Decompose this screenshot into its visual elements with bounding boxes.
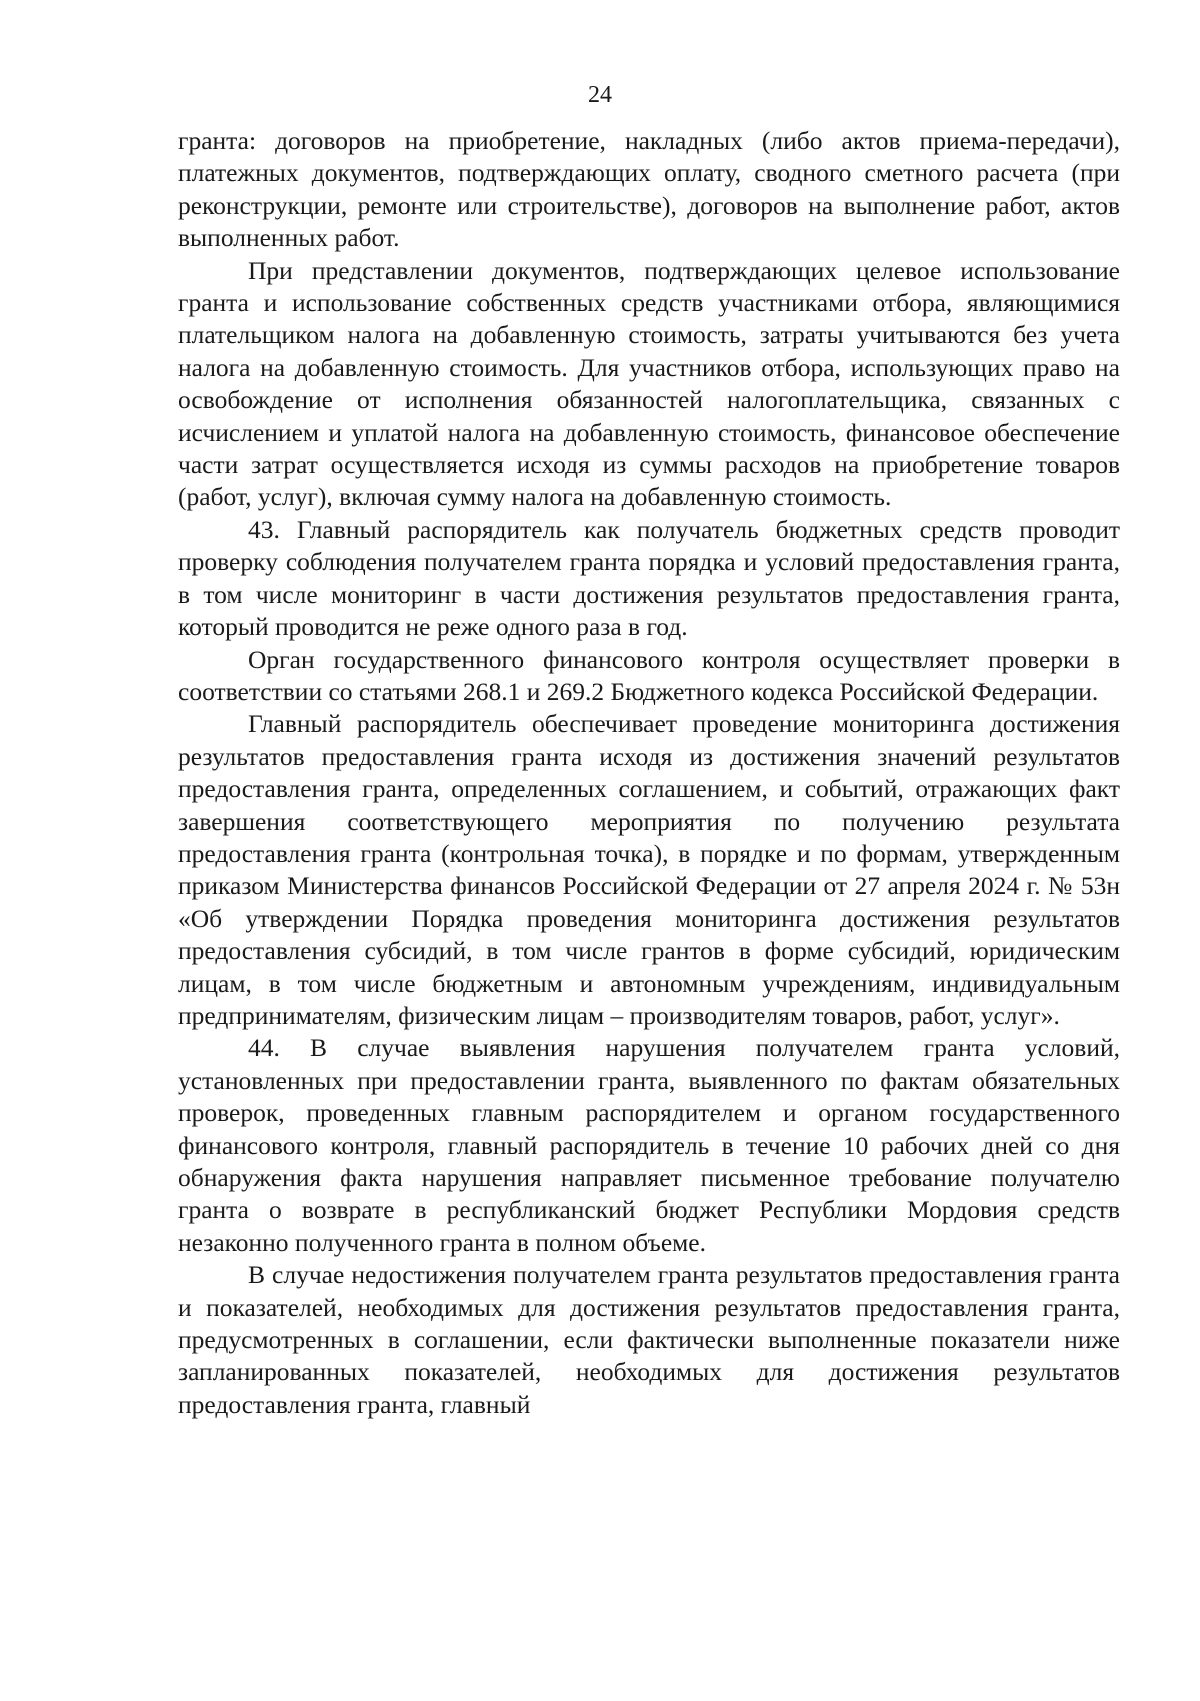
- page-number: 24: [588, 82, 612, 108]
- paragraph-non-achievement: В случае недостижения получателем гранта результатов предоставления гранта и показателей, необходимых для достижения результатов предоставления гранта, предусмотренных в соглашении, если фактически выполненные показатели ниже запланированных показателей, необходимых для достижения результатов предоставления гранта, главный: [178, 1260, 1120, 1419]
- paragraph-grant-documents-continued: гранта: договоров на приобретение, накладных (либо актов приема-передачи), платежных документов, подтверждающих оплату, сводного сметного расчета (при реконструкции, ремонте или строительстве), договоров на выполнение работ, актов выполненных работ.: [178, 126, 1120, 253]
- paragraph-monitoring: Главный распорядитель обеспечивает проведение мониторинга достижения результатов предоставления гранта исходя из достижения значений результатов предоставления гранта, определенных соглашением, и событий, отражающих факт завершения соответствующего мероприятия по получению результата предоставления гранта (контрольная точка), в порядке и по формам, утвержденным приказом Министерства финансов Российской Федерации от 27 апреля 2024 г. № 53н «Об утверждении Порядка проведения мониторинга достижения результатов предоставления субсидий, в том числе грантов в форме субсидий, юридическим лицам, в том числе бюджетным и автономным учреждениям, индивидуальным предпринимателям, физическим лицам – производителям товаров, работ, услуг».: [178, 709, 1120, 1030]
- paragraph-vat-expenses: При представлении документов, подтверждающих целевое использование гранта и использование собственных средств участниками отбора, являющимися плательщиком налога на добавленную стоимость, затраты учитываются без учета налога на добавленную стоимость. Для участников отбора, использующих право на освобождение от исполнения обязанностей налогоплательщика, связанных с исчислением и уплатой налога на добавленную стоимость, финансовое обеспечение части затрат осуществляется исходя из суммы расходов на приобретение товаров (работ, услуг), включая сумму налога на добавленную стоимость.: [178, 255, 1120, 512]
- paragraph-financial-control: Орган государственного финансового контроля осуществляет проверки в соответствии со статьями 268.1 и 269.2 Бюджетного кодекса Российской Федерации.: [178, 644, 1120, 706]
- document-body: [178, 125, 1120, 1421]
- paragraph-item-44: 44. В случае выявления нарушения получателем гранта условий, установленных при предоставлении гранта, выявленного по фактам обязательных проверок, проведенных главным распорядителем и органом государственного финансового контроля, главный распорядитель в течение 10 рабочих дней со дня обнаружения факта нарушения направляет письменное требование получателю гранта о возврате в республиканский бюджет Республики Мордовия средств незаконно полученного гранта в полном объеме.: [178, 1033, 1120, 1257]
- paragraph-item-43: 43. Главный распорядитель как получатель бюджетных средств проводит проверку соблюдения получателем гранта порядка и условий предоставления гранта, в том числе мониторинг в части достижения результатов предоставления гранта, который проводится не реже одного раза в год.: [178, 514, 1120, 642]
